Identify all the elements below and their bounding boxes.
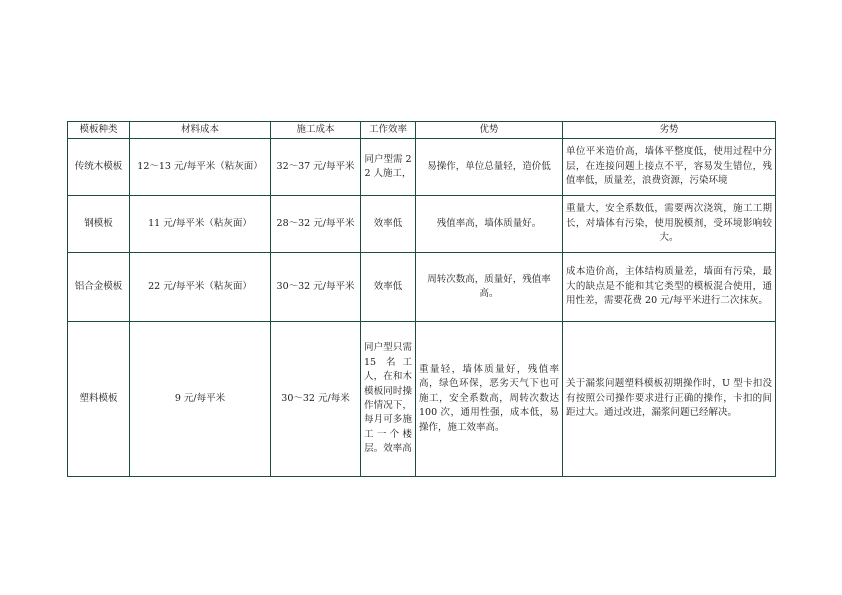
comparison-table [67, 121, 776, 477]
cell-material-cost: 12～13 元/每平米（粘灰面） [130, 139, 271, 196]
header-disadvantages: 劣势 [563, 122, 776, 139]
cell-efficiency: 同户型只需 15 名工人，在和木模板同时操作情况下，每月可多施工一个楼层。效率高 [361, 322, 416, 477]
cell-type: 铝合金模板 [68, 253, 130, 322]
cell-type: 塑料模板 [68, 322, 130, 477]
cell-material-cost: 9 元/每平米 [130, 322, 271, 477]
header-advantages: 优势 [416, 122, 563, 139]
cell-efficiency: 同户型需 22 人施工， [361, 139, 416, 196]
cell-advantages: 重量轻，墙体质量好，残值率高，绿色环保，恶劣天气下也可施工，安全系数高，周转次数达 100 次，通用性强，成本低，易操作，施工效率高。 [416, 322, 563, 477]
table-row [68, 322, 776, 477]
header-efficiency: 工作效率 [361, 122, 416, 139]
cell-advantages: 易操作，单位总量轻，造价低 [416, 139, 563, 196]
table-row [68, 253, 776, 322]
cell-disadvantages: 重量大，安全系数低，需要两次浇筑，施工工期长，对墙体有污染，使用脱模剂，受环境影响较大。 [563, 196, 776, 253]
cell-material-cost: 22 元/每平米（粘灰面） [130, 253, 271, 322]
cell-construction-cost: 30～32 元/每平米 [271, 253, 361, 322]
header-type: 模板种类 [68, 122, 130, 139]
cell-advantages: 残值率高，墙体质量好。 [416, 196, 563, 253]
cell-efficiency: 效率低 [361, 196, 416, 253]
cell-type: 传统木模板 [68, 139, 130, 196]
cell-construction-cost: 32～37 元/每平米 [271, 139, 361, 196]
header-construction-cost: 施工成本 [271, 122, 361, 139]
cell-efficiency: 效率低 [361, 253, 416, 322]
cell-type: 钢模板 [68, 196, 130, 253]
cell-disadvantages: 成本造价高，主体结构质量差，墙面有污染，最大的缺点是不能和其它类型的模板混合使用，通用性差，需要花费 20 元/每平米进行二次抹灰。 [563, 253, 776, 322]
cell-advantages: 周转次数高，质量好，残值率高。 [416, 253, 563, 322]
table-row [68, 196, 776, 253]
cell-disadvantages: 单位平米造价高，墙体平整度低，使用过程中分层，在连接问题上接点不平，容易发生错位，残值率低，质量差，浪费资源，污染环境 [563, 139, 776, 196]
cell-construction-cost: 30～32 元/每米 [271, 322, 361, 477]
table-row [68, 139, 776, 196]
table-header-row [68, 122, 776, 139]
cell-disadvantages: 关于漏浆问题塑料模板初期操作时，U 型卡扣没有按照公司操作要求进行正确的操作，卡扣的间距过大。通过改进，漏浆问题已经解决。 [563, 322, 776, 477]
cell-construction-cost: 28～32 元/每平米 [271, 196, 361, 253]
header-material-cost: 材料成本 [130, 122, 271, 139]
cell-material-cost: 11 元/每平米（粘灰面） [130, 196, 271, 253]
